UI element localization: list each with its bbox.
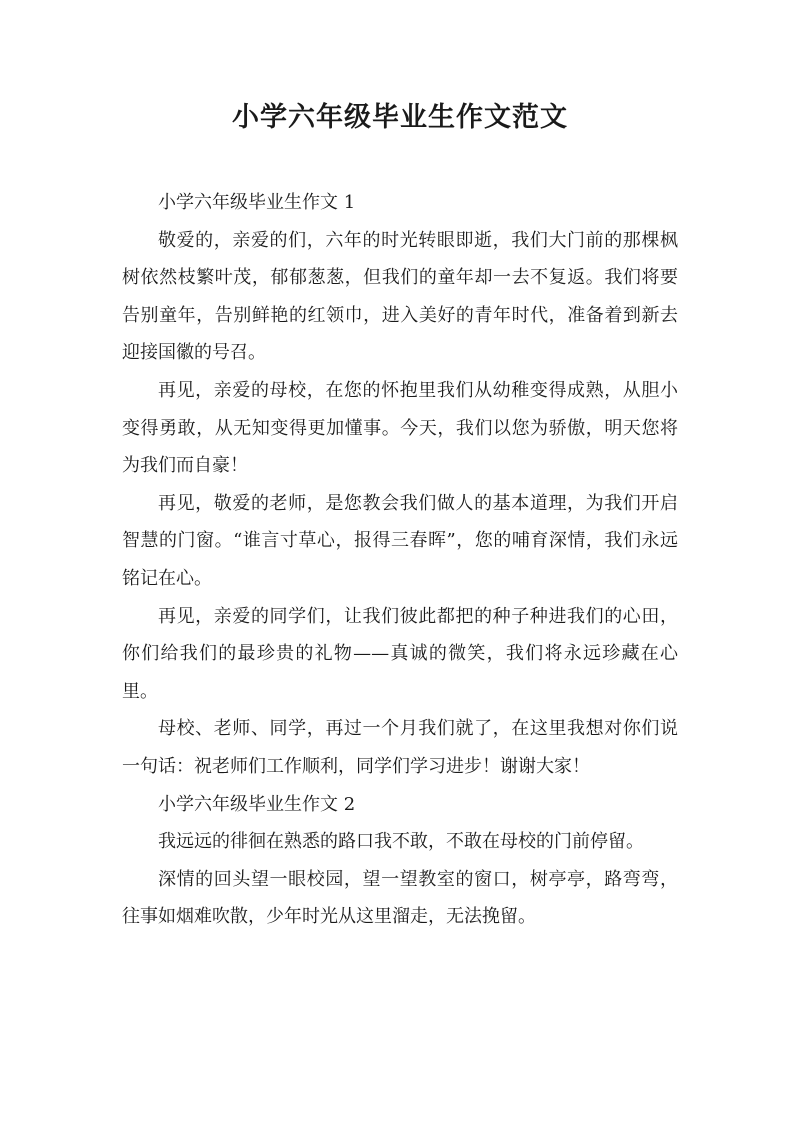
document-title: 小学六年级毕业生作文范文 — [232, 102, 568, 133]
paragraph: 我远远的徘徊在熟悉的路口我不敢，不敢在母校的门前停留。 — [158, 831, 644, 853]
paragraph: 再见，亲爱的同学们，让我们彼此都把的种子种进我们的心田，你们给我们的最珍贵的礼物——真诚的微笑，我们将永远珍藏在心里。 — [122, 605, 678, 702]
paragraph: 深情的回头望一眼校园，望一望教室的窗口，树亭亭，路弯弯，往事如烟难吹散，少年时光从这里溜走，无法挽留。 — [122, 868, 678, 928]
paragraph: 再见，敬爱的老师，是您教会我们做人的基本道理，为我们开启智慧的门窗。“谁言寸草心，报得三春晖”，您的哺育深情，我们永远铭记在心。 — [122, 492, 678, 589]
section-heading-1: 小学六年级毕业生作文 1 — [158, 192, 356, 213]
document-body — [122, 184, 678, 936]
paragraph: 再见，亲爱的母校，在您的怀抱里我们从幼稚变得成熟，从胆小变得勇敢，从无知变得更加懂事。今天，我们以您为骄傲，明天您将为我们而自豪！ — [122, 379, 678, 477]
paragraph: 敬爱的，亲爱的们，六年的时光转眼即逝，我们大门前的那棵枫树依然枝繁叶茂，郁郁葱葱，但我们的童年却一去不复返。我们将要告别童年，告别鲜艳的红领巾，进入美好的青年时代，准备着到新去迎接国徽的号召。 — [122, 229, 678, 364]
paragraph: 母校、老师、同学，再过一个月我们就了，在这里我想对你们说一句话：祝老师们工作顺利，同学们学习进步！谢谢大家！ — [122, 718, 678, 777]
section-heading-2: 小学六年级毕业生作文 2 — [158, 793, 356, 815]
